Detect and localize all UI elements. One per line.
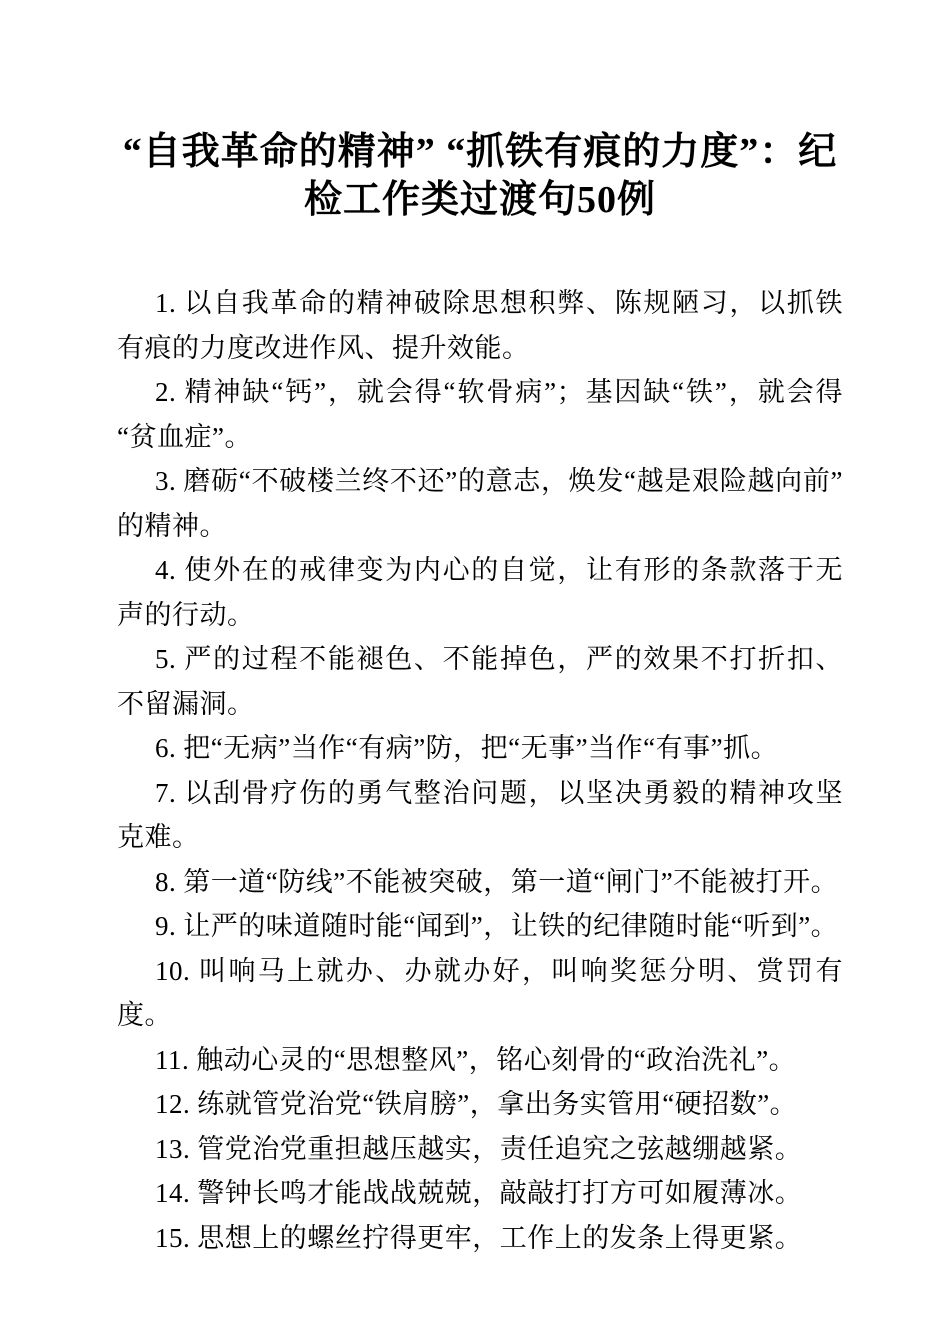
item-number: 1. (155, 288, 177, 318)
item-text: 使外在的戒律变为内心的自觉，让有形的条款落于无声的行动。 (117, 555, 843, 630)
item-number: 3. (155, 466, 177, 496)
list-item-14 (117, 1171, 843, 1216)
list-item-3 (117, 459, 843, 548)
item-number: 8. (155, 866, 177, 897)
item-number: 2. (155, 377, 177, 407)
list-item-7 (117, 771, 843, 860)
list-item-6 (117, 726, 843, 771)
item-number: 9. (155, 911, 177, 941)
item-number: 5. (155, 644, 177, 674)
document-title (117, 128, 843, 224)
item-text: 让严的味道随时能“闻到”，让铁的纪律随时能“听到”。 (183, 911, 839, 941)
list-item-12 (117, 1082, 843, 1127)
item-text: 触动心灵的“思想整风”，铭心刻骨的“政治洗礼”。 (196, 1044, 797, 1075)
list-item-15 (117, 1216, 843, 1261)
item-number: 11. (155, 1044, 190, 1075)
title-line-2: 检工作类过渡句50例 (303, 179, 656, 221)
list-item-4 (117, 548, 843, 637)
item-number: 13. (155, 1133, 191, 1164)
item-number: 10. (155, 955, 191, 986)
item-number: 6. (155, 733, 177, 763)
list-item-8 (117, 860, 843, 905)
list-item-1 (117, 281, 843, 370)
item-text: 警钟长鸣才能战战兢兢，敲敲打打方可如履薄冰。 (197, 1178, 803, 1208)
list-item-9 (117, 904, 843, 949)
item-number: 7. (155, 777, 177, 808)
item-text: 管党治党重担越压越实，责任追究之弦越绷越紧。 (197, 1133, 803, 1164)
list-item-5 (117, 637, 843, 726)
item-text: 以刮骨疗伤的勇气整治问题，以坚决勇毅的精神攻坚克难。 (117, 777, 843, 852)
item-text: 磨砺“不破楼兰终不还”的意志，焕发“越是艰险越向前”的精神。 (117, 466, 843, 541)
item-text: 精神缺“钙”，就会得“软骨病”；基因缺“铁”，就会得“贫血症”。 (117, 377, 843, 452)
list-item-11 (117, 1038, 843, 1083)
item-text: 第一道“防线”不能被突破，第一道“闸门”不能被打开。 (183, 866, 839, 897)
list-item-10 (117, 949, 843, 1038)
item-text: 思想上的螺丝拧得更牢，工作上的发条上得更紧。 (197, 1222, 803, 1253)
item-text: 把“无病”当作“有病”防，把“无事”当作“有事”抓。 (183, 733, 779, 763)
list-item-2 (117, 370, 843, 459)
item-text: 以自我革命的精神破除思想积弊、陈规陋习，以抓铁有痕的力度改进作风、提升效能。 (117, 288, 843, 363)
item-number: 15. (155, 1222, 191, 1253)
document-body (117, 281, 843, 1260)
item-text: 叫响马上就办、办就办好，叫响奖惩分明、赏罚有度。 (117, 955, 843, 1030)
item-text: 严的过程不能褪色、不能掉色，严的效果不打折扣、不留漏洞。 (117, 644, 843, 719)
list-item-13 (117, 1127, 843, 1172)
item-number: 12. (155, 1089, 191, 1119)
item-number: 14. (155, 1178, 191, 1208)
item-number: 4. (155, 555, 177, 585)
item-text: 练就管党治党“铁肩膀”，拿出务实管用“硬招数”。 (197, 1089, 798, 1119)
title-line-1: “自我革命的精神” “抓铁有痕的力度”：纪 (122, 131, 838, 173)
